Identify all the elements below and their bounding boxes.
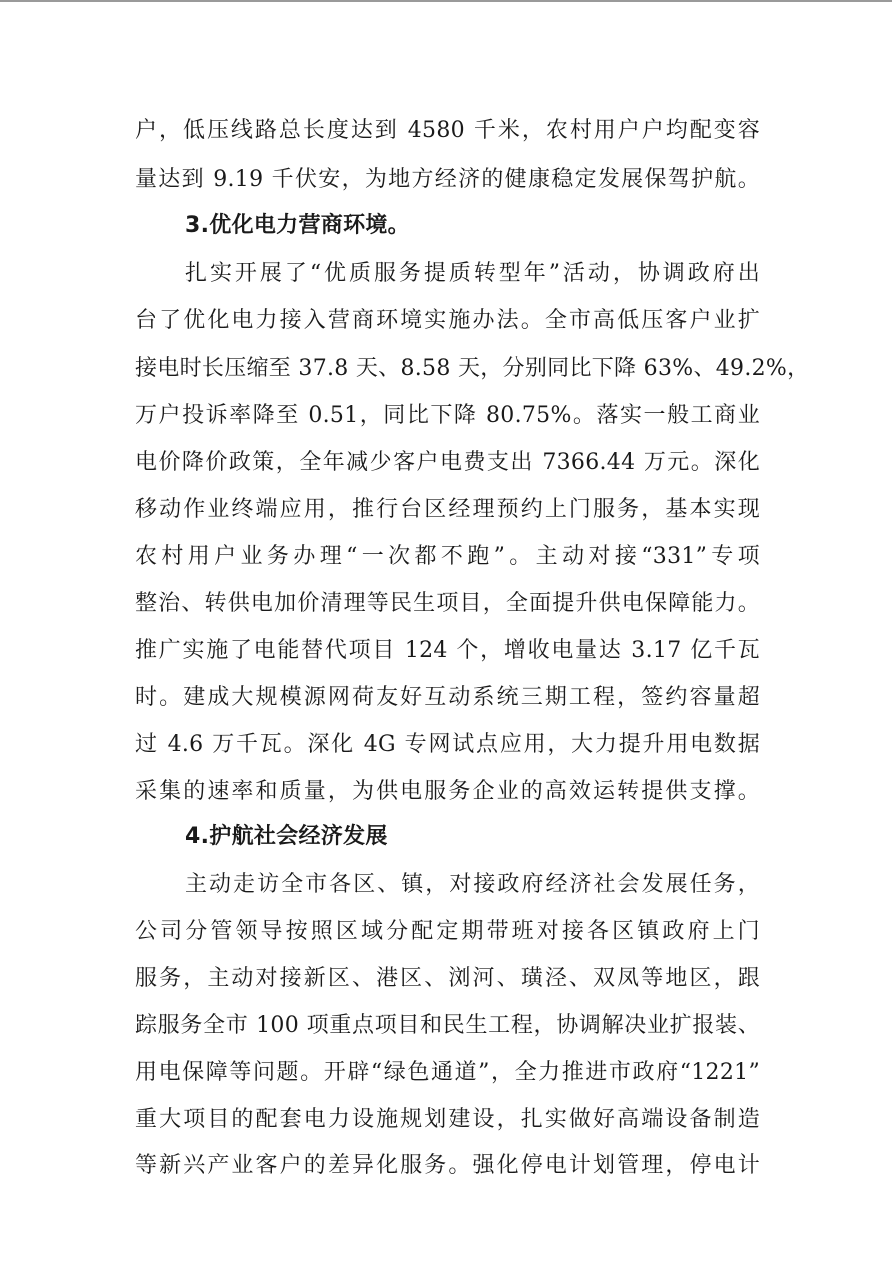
body-text-line: 重大项目的配套电力设施规划建设，扎实做好高端设备制造	[135, 1107, 760, 1132]
body-text-line: 用电保障等问题。开辟“绿色通道”，全力推进市政府“1221”	[135, 1060, 760, 1085]
body-text-line: 接电时长压缩至 37.8 天、8.58 天，分别同比下降 63%、49.2%，	[135, 356, 810, 381]
body-text-line: 等新兴产业客户的差异化服务。强化停电计划管理，停电计	[135, 1153, 760, 1178]
section-heading-4: 4.护航社会经济发展	[185, 824, 388, 849]
body-text-line: 移动作业终端应用，推行台区经理预约上门服务，基本实现	[135, 497, 760, 522]
body-text-line: 时。建成大规模源网荷友好互动系统三期工程，签约容量超	[135, 685, 760, 710]
body-text-line: 采集的速率和质量，为供电服务企业的高效运转提供支撑。	[135, 779, 760, 804]
body-text-line: 电价降价政策，全年减少客户电费支出 7366.44 万元。深化	[135, 450, 760, 475]
body-text-line: 过 4.6 万千瓦。深化 4G 专网试点应用，大力提升用电数据	[135, 732, 760, 757]
paragraph-first-line: 主动走访全市各区、镇，对接政府经济社会发展任务，	[185, 872, 760, 897]
body-text-line: 户，低压线路总长度达到 4580 千米，农村用户户均配变容	[135, 118, 760, 143]
body-text-line: 服务，主动对接新区、港区、浏河、璜泾、双凤等地区，跟	[135, 966, 760, 991]
body-text-line: 万户投诉率降至 0.51，同比下降 80.75%。落实一般工商业	[135, 403, 760, 428]
section-heading-3: 3.优化电力营商环境。	[185, 213, 410, 238]
body-text-line: 推广实施了电能替代项目 124 个，增收电量达 3.17 亿千瓦	[135, 638, 760, 663]
body-text-line: 农村用户业务办理“一次都不跑”。主动对接“331”专项	[135, 544, 760, 569]
body-text-line: 量达到 9.19 千伏安，为地方经济的健康稳定发展保驾护航。	[135, 167, 760, 192]
body-text-line: 公司分管领导按照区域分配定期带班对接各区镇政府上门	[135, 919, 760, 944]
body-text-line: 整治、转供电加价清理等民生项目，全面提升供电保障能力。	[135, 591, 760, 616]
paragraph-first-line: 扎实开展了“优质服务提质转型年”活动，协调政府出	[185, 261, 760, 286]
body-text-line: 踪服务全市 100 项重点项目和民生工程，协调解决业扩报装、	[135, 1013, 760, 1038]
body-text-line: 台了优化电力接入营商环境实施办法。全市高低压客户业扩	[135, 308, 760, 333]
